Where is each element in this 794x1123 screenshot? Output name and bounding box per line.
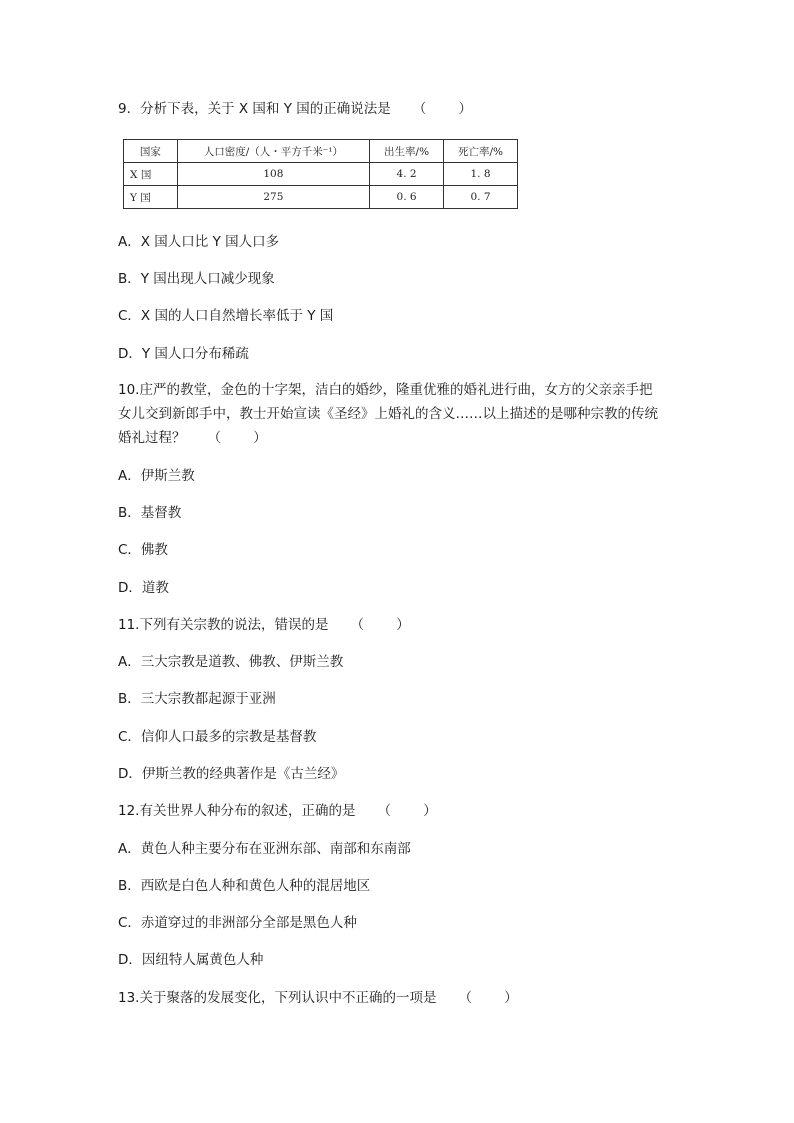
table-cell: 0. 7 <box>444 186 518 209</box>
q10-option-c: C．佛教 <box>118 542 168 558</box>
q12-option-b: B．西欧是白色人种和黄色人种的混居地区 <box>118 878 371 894</box>
q12-option-c: C．赤道穿过的非洲部分全部是黑色人种 <box>118 915 357 931</box>
table-cell: 108 <box>177 163 369 186</box>
answer-paren: （ ） <box>207 430 281 446</box>
answer-paren: （ ） <box>458 990 532 1006</box>
question-12-text: 12.有关世界人种分布的叙述，正确的是 <box>118 803 356 819</box>
question-13-stem <box>118 987 532 1009</box>
table-header: 人口密度/（人・平方千米⁻¹） <box>177 140 369 163</box>
question-13-text: 13.关于聚落的发展变化，下列认识中不正确的一项是 <box>118 990 437 1006</box>
q10-option-b: B．基督教 <box>118 505 182 521</box>
table-cell: 1. 8 <box>444 163 518 186</box>
question-10-line: 10.庄严的教堂，金色的十字架，洁白的婚纱，隆重优雅的婚礼进行曲，女方的父亲亲手把 <box>118 382 653 398</box>
question-10-line: 女儿交到新郎手中，教士开始宣读《圣经》上婚礼的含义……以上描述的是哪种宗教的传统 <box>118 406 658 422</box>
q11-option-d: D．伊斯兰教的经典著作是《古兰经》 <box>118 766 345 782</box>
answer-paren: （ ） <box>350 617 424 633</box>
q9-option-c: C．X 国的人口自然增长率低于 Y 国 <box>118 308 334 324</box>
answer-paren: （ ） <box>412 101 487 117</box>
table-header-row <box>124 140 518 163</box>
table-header: 死亡率/% <box>444 140 518 163</box>
question-10-stem <box>118 378 688 450</box>
table-cell: Y 国 <box>124 186 178 209</box>
table-header: 出生率/% <box>370 140 444 163</box>
answer-paren: （ ） <box>377 803 451 819</box>
q11-option-a: A．三大宗教是道教、佛教、伊斯兰教 <box>118 654 344 670</box>
question-9-text: 9．分析下表，关于 X 国和 Y 国的正确说法是 <box>118 101 391 117</box>
q10-option-a: A．伊斯兰教 <box>118 468 195 484</box>
q11-option-c: C．信仰人口最多的宗教是基督教 <box>118 729 317 745</box>
question-10-line <box>118 426 688 450</box>
q9-option-d: D．Y 国人口分布稀疏 <box>118 346 249 362</box>
q9-option-b: B．Y 国出现人口减少现象 <box>118 271 275 287</box>
table-cell: 275 <box>177 186 369 209</box>
question-11-stem <box>118 614 424 636</box>
table-cell: 0. 6 <box>370 186 444 209</box>
table-header: 国家 <box>124 140 178 163</box>
table-row <box>124 186 518 209</box>
question-9-stem <box>118 98 486 120</box>
population-table <box>123 139 518 209</box>
q9-option-a: A．X 国人口比 Y 国人口多 <box>118 234 280 250</box>
table-cell: 4. 2 <box>370 163 444 186</box>
q10-option-d: D．道教 <box>118 580 169 596</box>
q11-option-b: B．三大宗教都起源于亚洲 <box>118 691 276 707</box>
question-12-stem <box>118 800 451 822</box>
q12-option-d: D．因纽特人属黄色人种 <box>118 952 264 968</box>
q12-option-a: A．黄色人种主要分布在亚洲东部、南部和东南部 <box>118 841 411 857</box>
table-cell: X 国 <box>124 163 178 186</box>
question-11-text: 11.下列有关宗教的说法，错误的是 <box>118 617 329 633</box>
table-row <box>124 163 518 186</box>
question-10-text: 婚礼过程？ <box>118 430 186 446</box>
